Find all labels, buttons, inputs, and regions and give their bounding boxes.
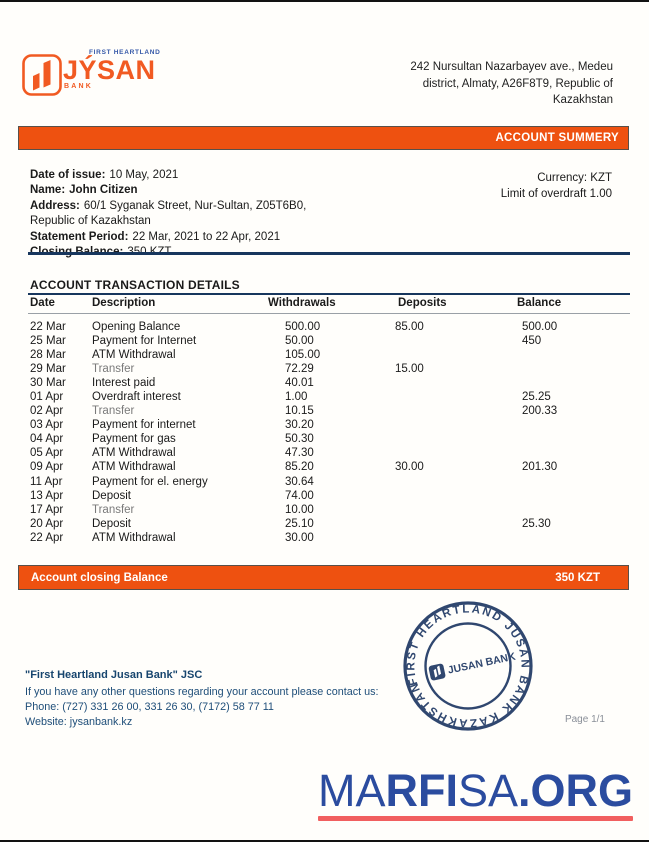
cell-description: Overdraft interest [92,391,181,404]
footer-contact-line: If you have any other questions regarding your account please contact us: [25,686,379,698]
cell-deposits [395,418,522,432]
table-row [0,489,649,503]
column-header-deposits: Deposits [398,297,447,309]
cell-date: 05 Apr [30,447,64,460]
cell-description: ATM Withdrawal [92,447,176,460]
cell-date: 03 Apr [30,419,64,432]
cell-description: ATM Withdrawal [92,461,176,474]
jusan-logo-icon [22,54,62,101]
table-row [0,432,649,446]
cell-withdrawals: 40.01 [285,377,314,390]
cell-deposits [395,446,522,460]
table-row [0,446,649,460]
cell-description: ATM Withdrawal [92,531,176,544]
cell-date: 25 Mar [30,335,66,348]
marfisa-watermark [317,765,633,821]
table-row [0,348,649,362]
account-summary-banner-label: ACCOUNT SUMMERY [495,132,619,144]
cell-deposits [395,517,522,531]
table-row [0,320,649,334]
cell-description: Payment for el. energy [92,475,208,488]
cell-withdrawals: 85.20 [285,461,314,474]
page-number: Page 1/1 [564,714,605,725]
cell-date: 22 Apr [30,531,64,544]
table-row [0,334,649,348]
cell-balance [522,475,649,489]
marfisa-watermark-text: MARFISA.ORG [317,765,633,816]
account-summary-banner [18,126,629,150]
cell-balance [522,432,649,446]
column-header-description: Description [92,297,156,309]
cell-deposits [395,376,522,390]
cell-deposits [395,503,522,517]
customer-address: Address: 60/1 Syganak Street, Nur-Sultan, Z05T6B0, [30,199,307,212]
divider [28,293,630,295]
cell-description: Payment for internet [92,419,196,432]
cell-date: 29 Mar [30,363,66,376]
cell-deposits [395,404,522,418]
cell-withdrawals: 1.00 [285,391,308,404]
cell-balance [522,531,649,545]
cell-balance [522,489,649,503]
bank-address-line: Kazakhstan [552,94,613,106]
table-row [0,517,649,531]
overdraft-limit: Limit of overdraft 1.00 [500,188,612,200]
table-row [0,503,649,517]
cell-date: 30 Mar [30,377,66,390]
cell-description: Payment for Internet [92,335,197,348]
divider [28,313,630,314]
cell-withdrawals: 47.30 [285,447,314,460]
brand-name: JÝSAN [63,55,156,85]
cell-withdrawals: 72.29 [285,363,314,376]
cell-balance: 201.30 [522,461,558,474]
currency-overdraft [501,170,612,202]
cell-description: Deposit [92,489,131,502]
cell-balance [522,348,649,362]
table-row [0,460,649,474]
account-summary-details [30,168,306,260]
cell-balance [522,446,649,460]
cell-deposits [395,489,522,503]
cell-deposits [395,432,522,446]
cell-withdrawals: 30.64 [285,475,314,488]
transactions-rows [0,320,649,545]
brand-subtitle: BANK [64,83,94,90]
cell-date: 28 Mar [30,349,66,362]
cell-withdrawals: 10.00 [285,503,314,516]
cell-balance [522,418,649,432]
watermark-underline [318,816,633,821]
table-row [0,362,649,376]
cell-withdrawals: 25.10 [285,517,314,530]
cell-withdrawals: 50.00 [285,335,314,348]
cell-withdrawals: 30.00 [285,531,314,544]
cell-withdrawals: 500.00 [285,321,321,333]
cell-balance [522,376,649,390]
stamp-center-logo [428,648,517,681]
table-row [0,418,649,432]
cell-date: 20 Apr [30,517,64,530]
cell-deposits [395,334,522,348]
cell-deposits: 15.00 [395,363,424,376]
cell-balance [522,362,649,376]
cell-date: 09 Apr [30,461,64,474]
footer-contact-block [25,668,379,730]
divider [28,252,630,255]
footer-website: Website: jysanbank.kz [25,716,133,728]
table-row [0,531,649,545]
cell-description: Payment for gas [92,433,176,446]
cell-deposits: 85.00 [395,321,424,333]
bank-address-line: 242 Nursultan Nazarbayev ave., Medeu [410,61,613,73]
cell-withdrawals: 74.00 [285,489,314,502]
transactions-title: ACCOUNT TRANSACTION DETAILS [30,278,240,292]
bank-address [353,59,613,109]
cell-date: 22 Mar [30,321,66,333]
cell-balance: 450 [522,335,542,348]
cell-description: Transfer [92,363,135,376]
cell-description: Opening Balance [92,321,181,333]
column-header-balance: Balance [517,297,562,309]
table-row [0,376,649,390]
table-row [0,404,649,418]
column-header-withdrawals: Withdrawals [268,297,336,309]
cell-deposits [395,531,522,545]
cell-withdrawals: 105.00 [285,349,321,362]
cell-balance [522,503,649,517]
cell-balance: 25.30 [522,517,551,530]
cell-date: 04 Apr [30,433,64,446]
footer-company: "First Heartland Jusan Bank" JSC [25,669,203,681]
closing-balance-banner-label: Account closing Balance [31,571,168,584]
cell-description: Transfer [92,503,135,516]
cell-deposits [395,390,522,404]
cell-balance: 200.33 [522,405,558,418]
cell-balance: 500.00 [522,321,558,333]
currency: Currency: KZT [537,172,612,184]
cell-date: 02 Apr [30,405,64,418]
closing-balance-banner-value: 350 KZT [555,571,600,584]
stamp-ring-text: FIRST HEARTLAND JUSAN BANK KAZAKHSTAN [405,603,531,729]
stamp-center-text: JUSAN BANK [446,650,517,677]
statement-period: Statement Period: 22 Mar, 2021 to 22 Apr, 2021 [30,230,281,243]
table-row [0,390,649,404]
cell-date: 17 Apr [30,503,64,516]
cell-date: 01 Apr [30,391,64,404]
cell-description: Interest paid [92,377,156,390]
cell-balance: 25.25 [522,391,551,404]
customer-address-line2: Republic of Kazakhstan [30,215,151,228]
transactions-header [0,297,649,309]
cell-deposits: 30.00 [395,461,424,474]
cell-withdrawals: 30.20 [285,419,314,432]
brand-tagline: FIRST HEARTLAND [89,49,161,56]
bank-stamp [386,584,550,748]
cell-date: 11 Apr [30,475,63,488]
cell-description: Deposit [92,517,131,530]
table-row [0,475,649,489]
cell-date: 13 Apr [30,489,64,502]
cell-description: ATM Withdrawal [92,349,176,362]
footer-phone: Phone: (727) 331 26 00, 331 26 30, (7172) 58 77 11 [25,701,274,713]
cell-withdrawals: 10.15 [285,405,314,418]
cell-deposits [395,348,522,362]
date-of-issue: Date of issue: 10 May, 2021 [30,169,179,181]
bank-address-line: district, Almaty, A26F8T9, Republic of [422,77,613,90]
customer-name: Name: John Citizen [30,184,138,197]
column-header-date: Date [30,297,55,309]
cell-deposits [395,475,522,489]
cell-withdrawals: 50.30 [285,433,314,446]
cell-description: Transfer [92,405,135,418]
